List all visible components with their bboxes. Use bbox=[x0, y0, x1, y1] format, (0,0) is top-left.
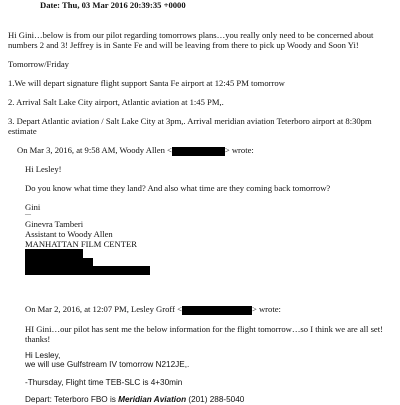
body-line: Tomorrow/Friday bbox=[8, 59, 69, 69]
itinerary-item: 3. Depart Atlantic aviation / Salt Lake City at 3pm,. Arrival meridian aviation Teterboro airport at 8:30pm bbox=[8, 116, 372, 126]
quote-line: Do you know what time they land? And also what time are they coming back tomorrow? bbox=[25, 183, 331, 193]
depart-text: Depart: Teterboro FBO is bbox=[25, 395, 119, 404]
quote-line: Hi Lesley! bbox=[25, 164, 62, 174]
redacted-email bbox=[182, 306, 252, 315]
signature-role: Assistant to Woody Allen bbox=[25, 229, 113, 239]
quote-line: thanks! bbox=[25, 334, 51, 344]
depart-phone: (201) 288-5040 bbox=[186, 395, 245, 404]
quote-header-text: > wrote: bbox=[251, 304, 281, 314]
depart-fbo: Meridian Aviation bbox=[118, 395, 187, 404]
signature-name: Ginevra Tamberi bbox=[25, 219, 84, 229]
body-line: Hi Gini…below is from our pilot regarding tomorrows plans…you really only need to be concerned about bbox=[8, 30, 374, 40]
redacted-email bbox=[172, 147, 225, 156]
itinerary-item: estimate bbox=[8, 126, 37, 136]
redacted-block bbox=[25, 249, 83, 258]
redacted-block bbox=[25, 266, 150, 275]
itinerary-item: 2. Arrival Salt Lake City airport, Atlantic aviation at 1:45 PM,. bbox=[8, 97, 224, 107]
pilot-line: -Thursday, Flight time TEB-SLC is 4+30min bbox=[25, 378, 183, 387]
pilot-line: we will use Gulfstream IV tomorrow N212JE,. bbox=[25, 360, 190, 369]
date-header: Date: Thu, 03 Mar 2016 20:39:35 +0000 bbox=[40, 0, 186, 10]
quote-header bbox=[25, 304, 281, 315]
itinerary-item: 1.We will depart signature flight support Santa Fe airport at 12:45 PM tomorrow bbox=[8, 78, 285, 88]
signature-org: MANHATTAN FILM CENTER bbox=[25, 239, 137, 249]
quote-header-text: > wrote: bbox=[224, 145, 254, 155]
quote-line: HI Gini…our pilot has sent me the below information for the flight tomorrow…so I think we are all set! bbox=[25, 324, 383, 334]
pilot-line bbox=[25, 395, 244, 405]
signature-separator: — bbox=[25, 212, 31, 218]
quote-header-text: On Mar 2, 2016, at 12:07 PM, Lesley Groff < bbox=[25, 304, 182, 314]
quote-header bbox=[17, 145, 254, 156]
quote-line: Gini bbox=[25, 202, 41, 212]
body-line: numbers 2 and 3! Jeffrey is in Sante Fe and will be leaving from there to pick up Woody and Soon Yi! bbox=[8, 40, 359, 50]
pilot-line: Hi Lesley, bbox=[25, 351, 61, 360]
quote-header-text: On Mar 3, 2016, at 9:58 AM, Woody Allen < bbox=[17, 145, 172, 155]
